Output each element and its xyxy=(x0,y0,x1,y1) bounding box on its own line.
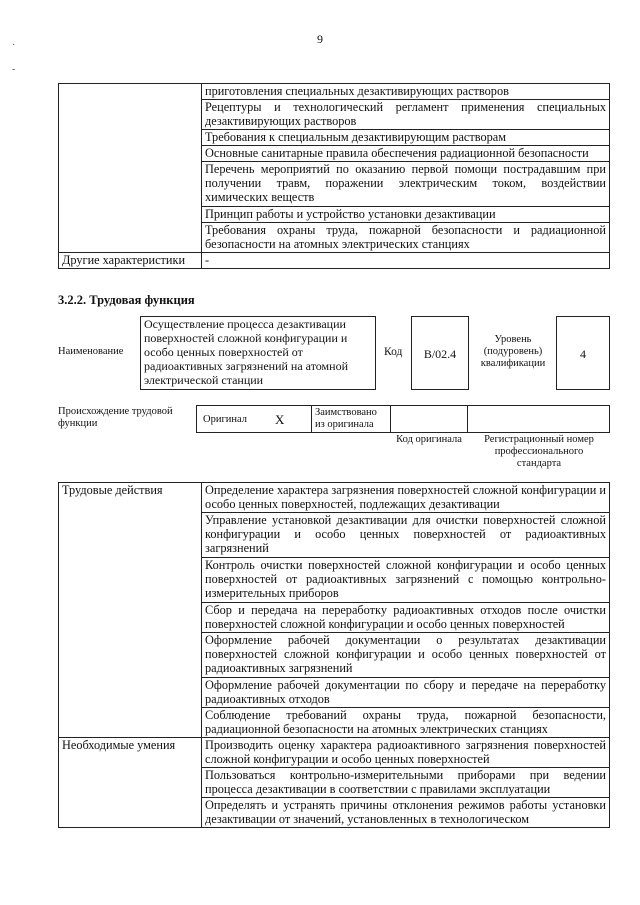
knowledge-row: Принцип работы и устройство установки дезактивации xyxy=(202,207,610,223)
other-characteristics-value: - xyxy=(202,253,610,269)
origin-label: Происхождение трудовой функции xyxy=(58,406,173,429)
function-name-box: Осуществление процесса дезактивации поверхностей сложной конфигурации и особо ценных поверхностей от радиоактивных загрязнений на атомной электрической станции xyxy=(140,316,376,390)
skill-row: Определять и устранять причины отклонения режимов работы установки дезактивации от значений, установленных в технологическом xyxy=(202,798,610,828)
borrowed-label: Заимствовано из оригинала xyxy=(311,405,391,433)
registration-caption: Регистрационный номер профессионального стандарта xyxy=(484,434,594,469)
action-row: Соблюдение требований охраны труда, пожарной безопасности, радиационной безопасности на атомных электрических станциях xyxy=(202,708,610,738)
level-label: Уровень (подуровень) квалификации xyxy=(480,334,546,369)
original-mark: X xyxy=(275,412,285,427)
action-row: Сбор и передача на переработку радиоактивных отходов после очистки поверхностей сложной конфигурации и особо ценных поверхностей xyxy=(202,603,610,633)
action-row: Оформление рабочей документации о результатах дезактивации поверхностей сложной конфигурации и особо ценных поверхностей от радиоактивных загрязнений xyxy=(202,633,610,678)
level-box: 4 xyxy=(556,316,610,390)
knowledge-table xyxy=(58,83,610,269)
code-caption: Код оригинала xyxy=(396,434,462,445)
knowledge-row: Перечень мероприятий по оказанию первой помощи пострадавшим при получении травм, поражении электрическим током, воздействии химических веществ xyxy=(202,162,610,207)
skill-row: Пользоваться контрольно-измерительными приборами при ведении процесса дезактивации в соответствии с правилами эксплуатации xyxy=(202,768,610,798)
action-row: Определение характера загрязнения поверхностей сложной конфигурации и особо ценных поверхностей, подлежащих дезактивации xyxy=(202,483,610,513)
action-row: Управление установкой дезактивации для очистки поверхностей сложной конфигурации и особо ценных поверхностей от радиоактивных загрязнений xyxy=(202,513,610,558)
original-code-box xyxy=(390,405,468,433)
knowledge-row: Основные санитарные правила обеспечения радиационной безопасности xyxy=(202,146,610,162)
other-characteristics-label: Другие характеристики xyxy=(59,253,202,269)
action-row: Оформление рабочей документации по сбору и передаче на переработку радиоактивных отходов xyxy=(202,678,610,708)
scan-mark: - xyxy=(12,64,16,75)
code-label: Код xyxy=(384,346,403,358)
knowledge-row: Рецептуры и технологический регламент применения специальных дезактивирующих растворов xyxy=(202,100,610,130)
registration-number-box xyxy=(467,405,610,433)
knowledge-row: приготовления специальных дезактивирующих растворов xyxy=(202,84,610,100)
group-label: Необходимые умения xyxy=(59,738,202,828)
name-label: Наименование xyxy=(58,346,124,357)
knowledge-row: Требования охраны труда, пожарной безопасности и радиационной безопасности на атомных электрических станциях xyxy=(202,223,610,253)
knowledge-label-cell xyxy=(59,84,202,253)
original-cell xyxy=(196,405,312,433)
work-functions-table xyxy=(58,482,610,828)
skill-row: Производить оценку характера радиоактивного загрязнения поверхностей сложной конфигурации и особо ценных поверхностей xyxy=(202,738,610,768)
code-box: B/02.4 xyxy=(411,316,469,390)
original-label: Оригинал xyxy=(203,414,247,425)
knowledge-row: Требования к специальным дезактивирующим растворам xyxy=(202,130,610,146)
action-row: Контроль очистки поверхностей сложной конфигурации и особо ценных поверхностей от радиоактивных загрязнений с помощью контрольно-измерительных приборов xyxy=(202,558,610,603)
group-label: Трудовые действия xyxy=(59,483,202,738)
scan-mark: · xyxy=(12,40,16,51)
page-number: 9 xyxy=(317,32,323,46)
section-title: 3.2.2. Трудовая функция xyxy=(58,293,195,307)
